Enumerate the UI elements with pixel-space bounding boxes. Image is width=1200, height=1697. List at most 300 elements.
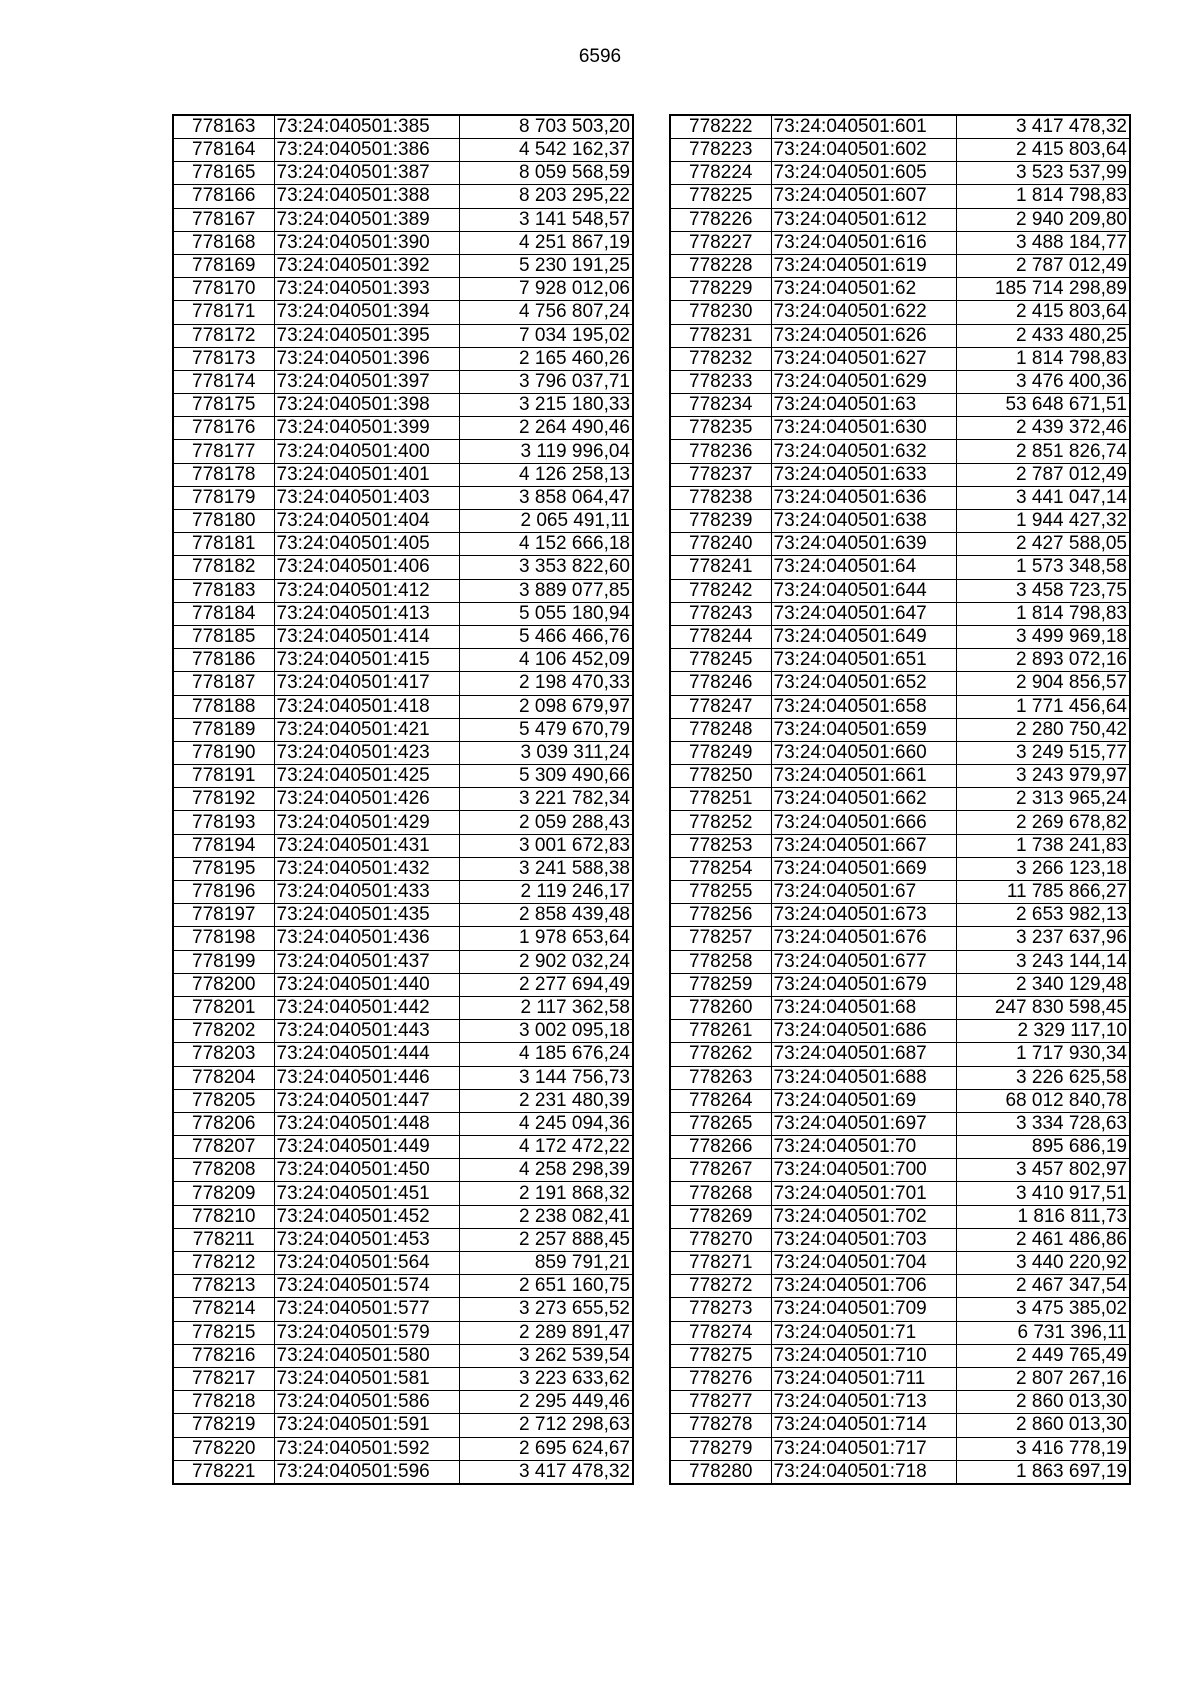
table-row xyxy=(670,672,1130,695)
value-cell: 5 309 490,66 xyxy=(459,765,633,788)
cadastral-number-cell: 73:24:040501:703 xyxy=(771,1228,956,1251)
table-row xyxy=(670,231,1130,254)
table-row xyxy=(173,1182,633,1205)
cadastral-number-cell: 73:24:040501:398 xyxy=(274,394,459,417)
table-row xyxy=(173,347,633,370)
row-number-cell: 778279 xyxy=(670,1437,771,1460)
value-cell: 2 329 117,10 xyxy=(956,1020,1130,1043)
table-row xyxy=(173,185,633,208)
row-number-cell: 778249 xyxy=(670,741,771,764)
table-row xyxy=(173,1344,633,1367)
value-cell: 2 191 868,32 xyxy=(459,1182,633,1205)
row-number-cell: 778258 xyxy=(670,950,771,973)
cadastral-number-cell: 73:24:040501:633 xyxy=(771,463,956,486)
table-row xyxy=(173,254,633,277)
cadastral-number-cell: 73:24:040501:688 xyxy=(771,1066,956,1089)
row-number-cell: 778185 xyxy=(173,625,274,648)
cadastral-number-cell: 73:24:040501:433 xyxy=(274,881,459,904)
row-number-cell: 778183 xyxy=(173,579,274,602)
table-row xyxy=(670,834,1130,857)
row-number-cell: 778233 xyxy=(670,370,771,393)
table-row xyxy=(670,139,1130,162)
value-cell: 8 203 295,22 xyxy=(459,185,633,208)
value-cell: 4 756 807,24 xyxy=(459,301,633,324)
table-row xyxy=(670,649,1130,672)
value-cell: 247 830 598,45 xyxy=(956,996,1130,1019)
table-row xyxy=(173,370,633,393)
table-row xyxy=(173,1298,633,1321)
row-number-cell: 778241 xyxy=(670,556,771,579)
table-row xyxy=(670,115,1130,139)
table-row xyxy=(670,1414,1130,1437)
row-number-cell: 778169 xyxy=(173,254,274,277)
value-cell: 2 433 480,25 xyxy=(956,324,1130,347)
cadastral-number-cell: 73:24:040501:450 xyxy=(274,1159,459,1182)
cadastral-number-cell: 73:24:040501:579 xyxy=(274,1321,459,1344)
table-row xyxy=(173,1205,633,1228)
row-number-cell: 778214 xyxy=(173,1298,274,1321)
value-cell: 2 119 246,17 xyxy=(459,881,633,904)
cadastral-number-cell: 73:24:040501:448 xyxy=(274,1112,459,1135)
row-number-cell: 778235 xyxy=(670,417,771,440)
row-number-cell: 778188 xyxy=(173,695,274,718)
row-number-cell: 778265 xyxy=(670,1112,771,1135)
value-cell: 2 904 856,57 xyxy=(956,672,1130,695)
value-cell: 3 475 385,02 xyxy=(956,1298,1130,1321)
cadastral-number-cell: 73:24:040501:607 xyxy=(771,185,956,208)
table-row xyxy=(670,950,1130,973)
value-cell: 3 002 095,18 xyxy=(459,1020,633,1043)
value-cell: 2 065 491,11 xyxy=(459,510,633,533)
row-number-cell: 778271 xyxy=(670,1252,771,1275)
row-number-cell: 778237 xyxy=(670,463,771,486)
cadastral-number-cell: 73:24:040501:429 xyxy=(274,811,459,834)
cadastral-number-cell: 73:24:040501:405 xyxy=(274,533,459,556)
value-cell: 4 152 666,18 xyxy=(459,533,633,556)
cadastral-number-cell: 73:24:040501:666 xyxy=(771,811,956,834)
value-cell: 3 334 728,63 xyxy=(956,1112,1130,1135)
table-row xyxy=(670,1275,1130,1298)
cadastral-number-cell: 73:24:040501:68 xyxy=(771,996,956,1019)
value-cell: 4 258 298,39 xyxy=(459,1159,633,1182)
table-row xyxy=(173,162,633,185)
value-cell: 2 257 888,45 xyxy=(459,1228,633,1251)
value-cell: 11 785 866,27 xyxy=(956,881,1130,904)
cadastral-number-cell: 73:24:040501:449 xyxy=(274,1136,459,1159)
row-number-cell: 778190 xyxy=(173,741,274,764)
table-row xyxy=(670,741,1130,764)
value-cell: 3 001 672,83 xyxy=(459,834,633,857)
value-cell: 2 902 032,24 xyxy=(459,950,633,973)
table-row xyxy=(173,1089,633,1112)
value-cell: 2 893 072,16 xyxy=(956,649,1130,672)
row-number-cell: 778220 xyxy=(173,1437,274,1460)
table-row xyxy=(670,904,1130,927)
cadastral-number-cell: 73:24:040501:581 xyxy=(274,1367,459,1390)
table-row xyxy=(670,811,1130,834)
table-row xyxy=(173,834,633,857)
value-cell: 4 245 094,36 xyxy=(459,1112,633,1135)
cadastral-number-cell: 73:24:040501:709 xyxy=(771,1298,956,1321)
row-number-cell: 778276 xyxy=(670,1367,771,1390)
row-number-cell: 778231 xyxy=(670,324,771,347)
value-cell: 4 185 676,24 xyxy=(459,1043,633,1066)
value-cell: 3 353 822,60 xyxy=(459,556,633,579)
table-row xyxy=(173,996,633,1019)
row-number-cell: 778209 xyxy=(173,1182,274,1205)
cadastral-number-cell: 73:24:040501:417 xyxy=(274,672,459,695)
cadastral-number-cell: 73:24:040501:702 xyxy=(771,1205,956,1228)
cadastral-number-cell: 73:24:040501:421 xyxy=(274,718,459,741)
cadastral-number-cell: 73:24:040501:64 xyxy=(771,556,956,579)
table-row xyxy=(173,440,633,463)
row-number-cell: 778280 xyxy=(670,1460,771,1484)
row-number-cell: 778269 xyxy=(670,1205,771,1228)
value-cell: 3 441 047,14 xyxy=(956,486,1130,509)
cadastral-number-cell: 73:24:040501:644 xyxy=(771,579,956,602)
row-number-cell: 778206 xyxy=(173,1112,274,1135)
cadastral-number-cell: 73:24:040501:396 xyxy=(274,347,459,370)
row-number-cell: 778245 xyxy=(670,649,771,672)
value-cell: 3 476 400,36 xyxy=(956,370,1130,393)
table-row xyxy=(173,1228,633,1251)
value-cell: 5 230 191,25 xyxy=(459,254,633,277)
value-cell: 2 449 765,49 xyxy=(956,1344,1130,1367)
row-number-cell: 778275 xyxy=(670,1344,771,1367)
cadastral-number-cell: 73:24:040501:649 xyxy=(771,625,956,648)
value-cell: 185 714 298,89 xyxy=(956,278,1130,301)
table-row xyxy=(173,301,633,324)
cadastral-number-cell: 73:24:040501:639 xyxy=(771,533,956,556)
cadastral-number-cell: 73:24:040501:63 xyxy=(771,394,956,417)
row-number-cell: 778240 xyxy=(670,533,771,556)
value-cell: 2 340 129,48 xyxy=(956,973,1130,996)
table-row xyxy=(670,857,1130,880)
table-row xyxy=(173,208,633,231)
cadastral-number-cell: 73:24:040501:687 xyxy=(771,1043,956,1066)
cadastral-number-cell: 73:24:040501:660 xyxy=(771,741,956,764)
row-number-cell: 778176 xyxy=(173,417,274,440)
table-row xyxy=(173,556,633,579)
row-number-cell: 778273 xyxy=(670,1298,771,1321)
value-cell: 2 277 694,49 xyxy=(459,973,633,996)
cadastral-number-cell: 73:24:040501:564 xyxy=(274,1252,459,1275)
table-row xyxy=(670,440,1130,463)
cadastral-number-cell: 73:24:040501:69 xyxy=(771,1089,956,1112)
cadastral-number-cell: 73:24:040501:605 xyxy=(771,162,956,185)
table-row xyxy=(670,324,1130,347)
value-cell: 3 499 969,18 xyxy=(956,625,1130,648)
table-row xyxy=(173,417,633,440)
table-row xyxy=(670,1020,1130,1043)
row-number-cell: 778230 xyxy=(670,301,771,324)
row-number-cell: 778217 xyxy=(173,1367,274,1390)
cadastral-number-cell: 73:24:040501:62 xyxy=(771,278,956,301)
table-row xyxy=(173,1252,633,1275)
value-cell: 3 858 064,47 xyxy=(459,486,633,509)
row-number-cell: 778234 xyxy=(670,394,771,417)
row-number-cell: 778172 xyxy=(173,324,274,347)
value-cell: 1 814 798,83 xyxy=(956,347,1130,370)
cadastral-number-cell: 73:24:040501:629 xyxy=(771,370,956,393)
row-number-cell: 778260 xyxy=(670,996,771,1019)
cadastral-number-cell: 73:24:040501:622 xyxy=(771,301,956,324)
table-row xyxy=(670,1112,1130,1135)
cadastral-number-cell: 73:24:040501:397 xyxy=(274,370,459,393)
value-cell: 2 787 012,49 xyxy=(956,254,1130,277)
table-row xyxy=(173,765,633,788)
value-cell: 3 144 756,73 xyxy=(459,1066,633,1089)
cadastral-number-cell: 73:24:040501:596 xyxy=(274,1460,459,1484)
cadastral-number-cell: 73:24:040501:706 xyxy=(771,1275,956,1298)
row-number-cell: 778277 xyxy=(670,1391,771,1414)
table-row xyxy=(670,1228,1130,1251)
table-row xyxy=(670,533,1130,556)
table-row xyxy=(670,996,1130,1019)
cadastral-number-cell: 73:24:040501:390 xyxy=(274,231,459,254)
value-cell: 3 458 723,75 xyxy=(956,579,1130,602)
row-number-cell: 778242 xyxy=(670,579,771,602)
row-number-cell: 778256 xyxy=(670,904,771,927)
table-row xyxy=(670,486,1130,509)
value-cell: 2 940 209,80 xyxy=(956,208,1130,231)
cadastral-number-cell: 73:24:040501:387 xyxy=(274,162,459,185)
cadastral-number-cell: 73:24:040501:658 xyxy=(771,695,956,718)
value-cell: 1 573 348,58 xyxy=(956,556,1130,579)
cadastral-number-cell: 73:24:040501:400 xyxy=(274,440,459,463)
table-row xyxy=(173,139,633,162)
table-row xyxy=(670,208,1130,231)
table-row xyxy=(670,1437,1130,1460)
row-number-cell: 778199 xyxy=(173,950,274,973)
table-row xyxy=(173,324,633,347)
row-number-cell: 778236 xyxy=(670,440,771,463)
table-row xyxy=(670,1252,1130,1275)
table-row xyxy=(670,347,1130,370)
row-number-cell: 778247 xyxy=(670,695,771,718)
row-number-cell: 778194 xyxy=(173,834,274,857)
cadastral-table-left xyxy=(172,114,634,1485)
table-row xyxy=(670,927,1130,950)
table-row xyxy=(670,556,1130,579)
value-cell: 5 479 670,79 xyxy=(459,718,633,741)
row-number-cell: 778222 xyxy=(670,115,771,139)
cadastral-number-cell: 73:24:040501:406 xyxy=(274,556,459,579)
cadastral-number-cell: 73:24:040501:697 xyxy=(771,1112,956,1135)
value-cell: 2 313 965,24 xyxy=(956,788,1130,811)
value-cell: 2 165 460,26 xyxy=(459,347,633,370)
cadastral-number-cell: 73:24:040501:403 xyxy=(274,486,459,509)
row-number-cell: 778229 xyxy=(670,278,771,301)
table-row xyxy=(173,602,633,625)
value-cell: 3 488 184,77 xyxy=(956,231,1130,254)
cadastral-number-cell: 73:24:040501:413 xyxy=(274,602,459,625)
row-number-cell: 778180 xyxy=(173,510,274,533)
cadastral-number-cell: 73:24:040501:392 xyxy=(274,254,459,277)
row-number-cell: 778255 xyxy=(670,881,771,904)
cadastral-number-cell: 73:24:040501:389 xyxy=(274,208,459,231)
table-row xyxy=(670,278,1130,301)
cadastral-number-cell: 73:24:040501:580 xyxy=(274,1344,459,1367)
cadastral-number-cell: 73:24:040501:453 xyxy=(274,1228,459,1251)
table-row xyxy=(173,1391,633,1414)
value-cell: 3 221 782,34 xyxy=(459,788,633,811)
cadastral-number-cell: 73:24:040501:395 xyxy=(274,324,459,347)
cadastral-number-cell: 73:24:040501:586 xyxy=(274,1391,459,1414)
value-cell: 2 280 750,42 xyxy=(956,718,1130,741)
value-cell: 1 814 798,83 xyxy=(956,602,1130,625)
table-row xyxy=(670,579,1130,602)
value-cell: 4 172 472,22 xyxy=(459,1136,633,1159)
table-row xyxy=(670,370,1130,393)
table-row xyxy=(173,718,633,741)
row-number-cell: 778208 xyxy=(173,1159,274,1182)
row-number-cell: 778167 xyxy=(173,208,274,231)
row-number-cell: 778257 xyxy=(670,927,771,950)
cadastral-number-cell: 73:24:040501:435 xyxy=(274,904,459,927)
table-row xyxy=(670,881,1130,904)
value-cell: 3 241 588,38 xyxy=(459,857,633,880)
table-row xyxy=(173,1043,633,1066)
value-cell: 1 944 427,32 xyxy=(956,510,1130,533)
row-number-cell: 778268 xyxy=(670,1182,771,1205)
row-number-cell: 778177 xyxy=(173,440,274,463)
row-number-cell: 778274 xyxy=(670,1321,771,1344)
table-row xyxy=(173,788,633,811)
row-number-cell: 778189 xyxy=(173,718,274,741)
table-row xyxy=(173,1275,633,1298)
table-row xyxy=(173,1020,633,1043)
cadastral-number-cell: 73:24:040501:630 xyxy=(771,417,956,440)
value-cell: 2 289 891,47 xyxy=(459,1321,633,1344)
row-number-cell: 778246 xyxy=(670,672,771,695)
table-row xyxy=(670,1089,1130,1112)
row-number-cell: 778192 xyxy=(173,788,274,811)
value-cell: 2 461 486,86 xyxy=(956,1228,1130,1251)
value-cell: 3 237 637,96 xyxy=(956,927,1130,950)
row-number-cell: 778216 xyxy=(173,1344,274,1367)
row-number-cell: 778187 xyxy=(173,672,274,695)
row-number-cell: 778251 xyxy=(670,788,771,811)
cadastral-number-cell: 73:24:040501:71 xyxy=(771,1321,956,1344)
value-cell: 3 410 917,51 xyxy=(956,1182,1130,1205)
cadastral-number-cell: 73:24:040501:591 xyxy=(274,1414,459,1437)
table-row xyxy=(173,1321,633,1344)
cadastral-number-cell: 73:24:040501:627 xyxy=(771,347,956,370)
table-row xyxy=(173,904,633,927)
row-number-cell: 778272 xyxy=(670,1275,771,1298)
cadastral-number-cell: 73:24:040501:574 xyxy=(274,1275,459,1298)
cadastral-number-cell: 73:24:040501:619 xyxy=(771,254,956,277)
cadastral-number-cell: 73:24:040501:616 xyxy=(771,231,956,254)
value-cell: 3 243 144,14 xyxy=(956,950,1130,973)
value-cell: 4 251 867,19 xyxy=(459,231,633,254)
table-row xyxy=(670,185,1130,208)
cadastral-number-cell: 73:24:040501:70 xyxy=(771,1136,956,1159)
table-row xyxy=(670,1321,1130,1344)
value-cell: 3 141 548,57 xyxy=(459,208,633,231)
cadastral-number-cell: 73:24:040501:636 xyxy=(771,486,956,509)
value-cell: 1 863 697,19 xyxy=(956,1460,1130,1484)
row-number-cell: 778182 xyxy=(173,556,274,579)
page-number: 6596 xyxy=(578,46,622,67)
table-row xyxy=(670,254,1130,277)
row-number-cell: 778227 xyxy=(670,231,771,254)
cadastral-number-cell: 73:24:040501:679 xyxy=(771,973,956,996)
table-row xyxy=(173,510,633,533)
table-row xyxy=(173,394,633,417)
cadastral-number-cell: 73:24:040501:713 xyxy=(771,1391,956,1414)
cadastral-number-cell: 73:24:040501:443 xyxy=(274,1020,459,1043)
cadastral-number-cell: 73:24:040501:717 xyxy=(771,1437,956,1460)
table-row xyxy=(670,1298,1130,1321)
row-number-cell: 778219 xyxy=(173,1414,274,1437)
row-number-cell: 778195 xyxy=(173,857,274,880)
row-number-cell: 778226 xyxy=(670,208,771,231)
row-number-cell: 778170 xyxy=(173,278,274,301)
value-cell: 2 860 013,30 xyxy=(956,1391,1130,1414)
row-number-cell: 778193 xyxy=(173,811,274,834)
cadastral-number-cell: 73:24:040501:626 xyxy=(771,324,956,347)
table-row xyxy=(173,115,633,139)
row-number-cell: 778207 xyxy=(173,1136,274,1159)
row-number-cell: 778196 xyxy=(173,881,274,904)
value-cell: 3 243 979,97 xyxy=(956,765,1130,788)
table-row xyxy=(173,950,633,973)
row-number-cell: 778181 xyxy=(173,533,274,556)
cadastral-number-cell: 73:24:040501:632 xyxy=(771,440,956,463)
value-cell: 3 796 037,71 xyxy=(459,370,633,393)
table-row xyxy=(173,278,633,301)
table-row xyxy=(173,1112,633,1135)
value-cell: 2 858 439,48 xyxy=(459,904,633,927)
value-cell: 8 703 503,20 xyxy=(459,115,633,139)
row-number-cell: 778248 xyxy=(670,718,771,741)
table-row xyxy=(173,231,633,254)
value-cell: 2 238 082,41 xyxy=(459,1205,633,1228)
table-row xyxy=(173,1414,633,1437)
value-cell: 895 686,19 xyxy=(956,1136,1130,1159)
table-row xyxy=(173,927,633,950)
cadastral-number-cell: 73:24:040501:647 xyxy=(771,602,956,625)
row-number-cell: 778250 xyxy=(670,765,771,788)
value-cell: 3 417 478,32 xyxy=(459,1460,633,1484)
row-number-cell: 778253 xyxy=(670,834,771,857)
row-number-cell: 778215 xyxy=(173,1321,274,1344)
table-row xyxy=(173,579,633,602)
table-row xyxy=(173,1159,633,1182)
value-cell: 1 814 798,83 xyxy=(956,185,1130,208)
value-cell: 2 098 679,97 xyxy=(459,695,633,718)
value-cell: 3 266 123,18 xyxy=(956,857,1130,880)
table-row xyxy=(173,857,633,880)
table-row xyxy=(173,463,633,486)
row-number-cell: 778191 xyxy=(173,765,274,788)
row-number-cell: 778254 xyxy=(670,857,771,880)
table-row xyxy=(173,1066,633,1089)
table-row xyxy=(670,417,1130,440)
row-number-cell: 778197 xyxy=(173,904,274,927)
value-cell: 3 226 625,58 xyxy=(956,1066,1130,1089)
cadastral-number-cell: 73:24:040501:602 xyxy=(771,139,956,162)
table-row xyxy=(670,1159,1130,1182)
table-row xyxy=(670,463,1130,486)
value-cell: 2 264 490,46 xyxy=(459,417,633,440)
value-cell: 2 269 678,82 xyxy=(956,811,1130,834)
cadastral-number-cell: 73:24:040501:425 xyxy=(274,765,459,788)
cadastral-number-cell: 73:24:040501:638 xyxy=(771,510,956,533)
cadastral-number-cell: 73:24:040501:711 xyxy=(771,1367,956,1390)
